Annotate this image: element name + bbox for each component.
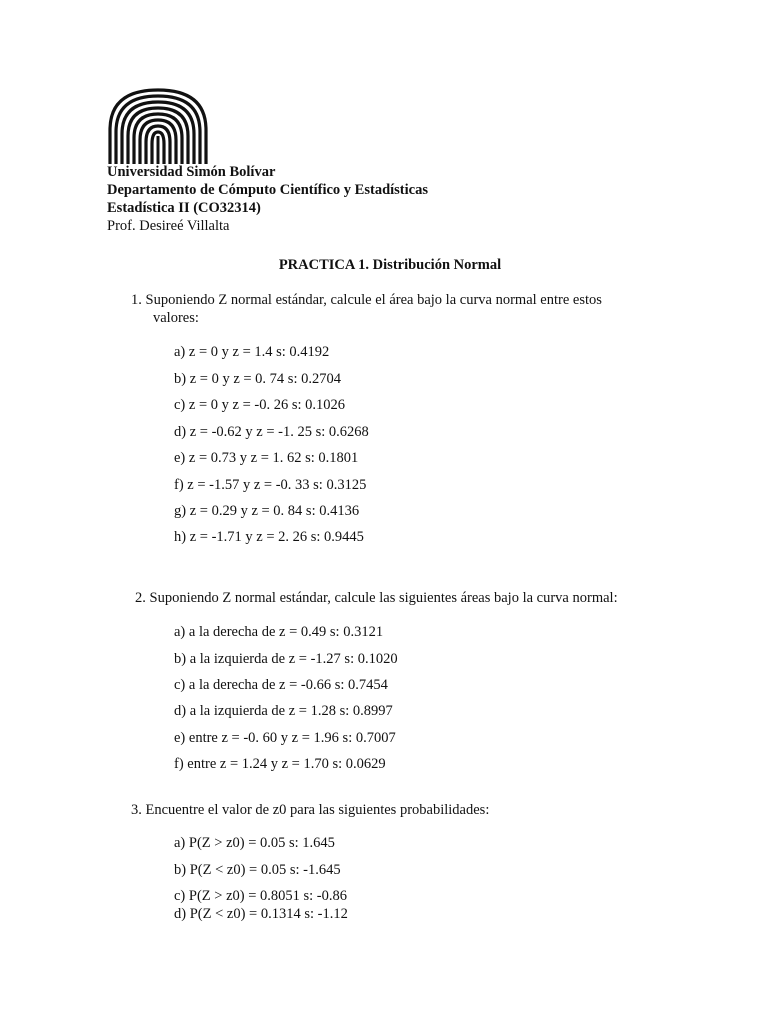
university-seal-icon	[106, 86, 210, 166]
list-item: d) a la izquierda de z = 1.28 s: 0.8997	[174, 703, 393, 719]
department-name: Departamento de Cómputo Científico y Estadísticas	[107, 182, 428, 198]
list-item: d) z = -0.62 y z = -1. 25 s: 0.6268	[174, 424, 369, 440]
list-item: f) z = -1.57 y z = -0. 33 s: 0.3125	[174, 477, 367, 493]
list-item: e) z = 0.73 y z = 1. 62 s: 0.1801	[174, 450, 359, 466]
list-item: a) P(Z > z0) = 0.05 s: 1.645	[174, 835, 335, 851]
list-item: g) z = 0.29 y z = 0. 84 s: 0.4136	[174, 503, 360, 519]
list-item: b) z = 0 y z = 0. 74 s: 0.2704	[174, 371, 341, 387]
course-name: Estadística II (CO32314)	[107, 200, 261, 216]
list-item: h) z = -1.71 y z = 2. 26 s: 0.9445	[174, 529, 364, 545]
question-2-text: 2. Suponiendo Z normal estándar, calcule las siguientes áreas bajo la curva normal:	[135, 590, 618, 606]
question-1	[131, 291, 651, 327]
list-item: a) z = 0 y z = 1.4 s: 0.4192	[174, 344, 330, 360]
professor-name: Prof. Desireé Villalta	[107, 218, 230, 234]
page-title-text: PRACTICA 1. Distribución Normal	[278, 257, 502, 273]
page-title	[0, 257, 768, 274]
document-header	[107, 163, 428, 235]
list-item: e) entre z = -0. 60 y z = 1.96 s: 0.7007	[174, 730, 396, 746]
list-item: d) P(Z < z0) = 0.1314 s: -1.12	[174, 906, 348, 922]
list-item: c) a la derecha de z = -0.66 s: 0.7454	[174, 677, 388, 693]
question-3-text: 3. Encuentre el valor de z0 para las siguientes probabilidades:	[131, 802, 490, 818]
list-item: b) P(Z < z0) = 0.05 s: -1.645	[174, 862, 341, 878]
list-item: a) a la derecha de z = 0.49 s: 0.3121	[174, 624, 384, 640]
list-item: b) a la izquierda de z = -1.27 s: 0.1020	[174, 651, 398, 667]
question-3	[131, 801, 489, 819]
question-1-continuation: valores:	[153, 310, 199, 326]
list-item: c) z = 0 y z = -0. 26 s: 0.1026	[174, 397, 345, 413]
question-1-text: 1. Suponiendo Z normal estándar, calcule el área bajo la curva normal entre estos	[131, 292, 602, 308]
question-2	[135, 589, 618, 607]
list-item: f) entre z = 1.24 y z = 1.70 s: 0.0629	[174, 756, 386, 772]
list-item: c) P(Z > z0) = 0.8051 s: -0.86	[174, 888, 348, 904]
university-name: Universidad Simón Bolívar	[107, 164, 276, 180]
